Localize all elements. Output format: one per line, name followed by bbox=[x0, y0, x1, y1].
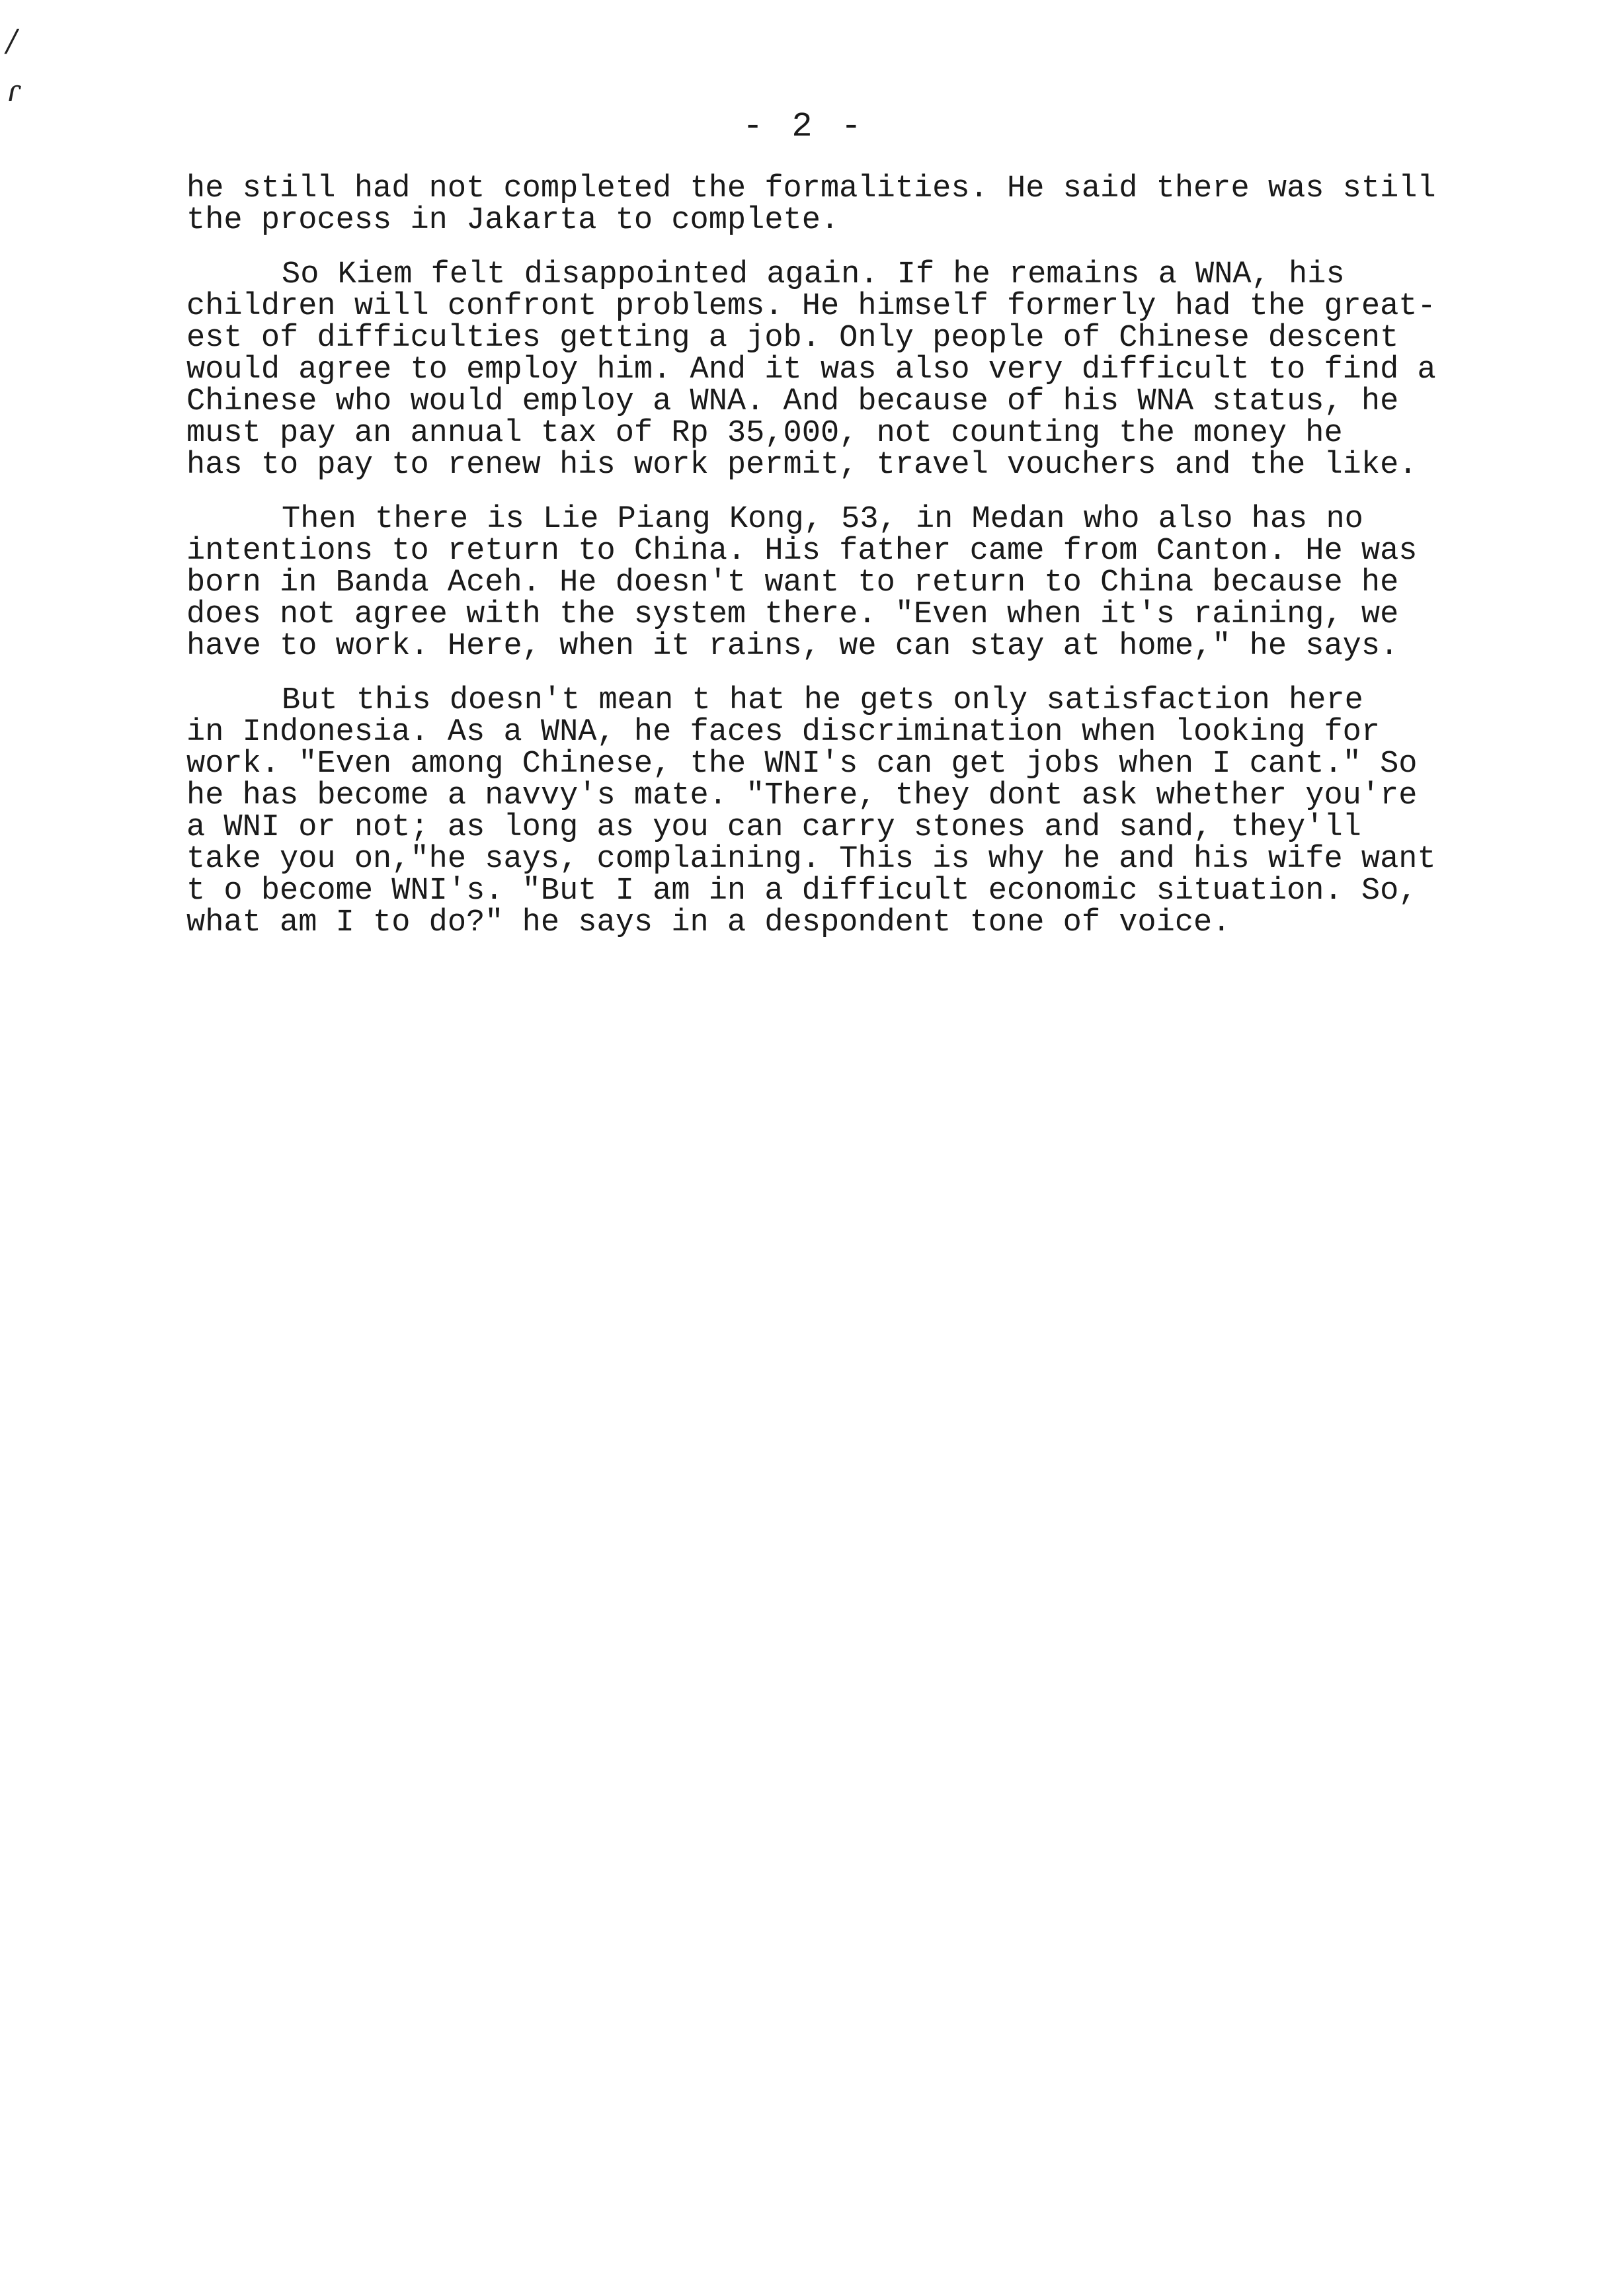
text-line: Then there is Lie Piang Kong, 53, in Medan who also has no bbox=[282, 502, 1363, 537]
margin-pen-mark: / bbox=[7, 22, 17, 58]
text-line: the process in Jakarta to complete. bbox=[186, 203, 840, 238]
text-line: born in Banda Aceh. He doesn't want to return to China because he bbox=[186, 565, 1399, 600]
text-line: children will confront problems. He himself formerly had the great- bbox=[186, 289, 1436, 324]
text-line: he still had not completed the formalities. He said there was still bbox=[186, 171, 1436, 206]
text-line: So Kiem felt disappointed again. If he remains a WNA, his bbox=[282, 257, 1345, 292]
text-line: have to work. Here, when it rains, we can stay at home," he says. bbox=[186, 629, 1399, 664]
text-line: in Indonesia. As a WNA, he faces discrimination when looking for bbox=[186, 715, 1381, 750]
paragraph bbox=[186, 504, 1555, 663]
text-line: has to pay to renew his work permit, travel vouchers and the like. bbox=[186, 448, 1418, 483]
text-line: what am I to do?" he says in a despondent tone of voice. bbox=[186, 905, 1231, 940]
paragraph bbox=[186, 259, 1555, 481]
text-line: intentions to return to China. His father came from Canton. He was bbox=[186, 534, 1418, 569]
text-line: a WNI or not; as long as you can carry stones and sand, they'll bbox=[186, 810, 1361, 845]
text-line: But this doesn't mean t hat he gets only satisfaction here bbox=[282, 683, 1363, 718]
text-line: take you on,"he says, complaining. This is why he and his wife want bbox=[186, 842, 1436, 877]
text-line: work. "Even among Chinese, the WNI's can get jobs when I cant." So bbox=[186, 747, 1418, 782]
paragraph bbox=[186, 685, 1555, 939]
text-line: t o become WNI's. "But I am in a difficult economic situation. So, bbox=[186, 874, 1418, 909]
text-line: he has become a navvy's mate. "There, they dont ask whether you're bbox=[186, 778, 1418, 813]
margin-pen-mark: ɾ bbox=[7, 73, 20, 108]
text-line: would agree to employ him. And it was also very difficult to find a bbox=[186, 352, 1436, 388]
text-line: does not agree with the system there. "Even when it's raining, we bbox=[186, 597, 1399, 632]
paragraph bbox=[186, 173, 1555, 237]
page-number: - 2 - bbox=[742, 107, 866, 146]
body-text bbox=[186, 173, 1555, 962]
text-line: must pay an annual tax of Rp 35,000, not counting the money he bbox=[186, 416, 1343, 451]
text-line: est of difficulties getting a job. Only people of Chinese descent bbox=[186, 321, 1399, 356]
text-line: Chinese who would employ a WNA. And because of his WNA status, he bbox=[186, 384, 1399, 419]
